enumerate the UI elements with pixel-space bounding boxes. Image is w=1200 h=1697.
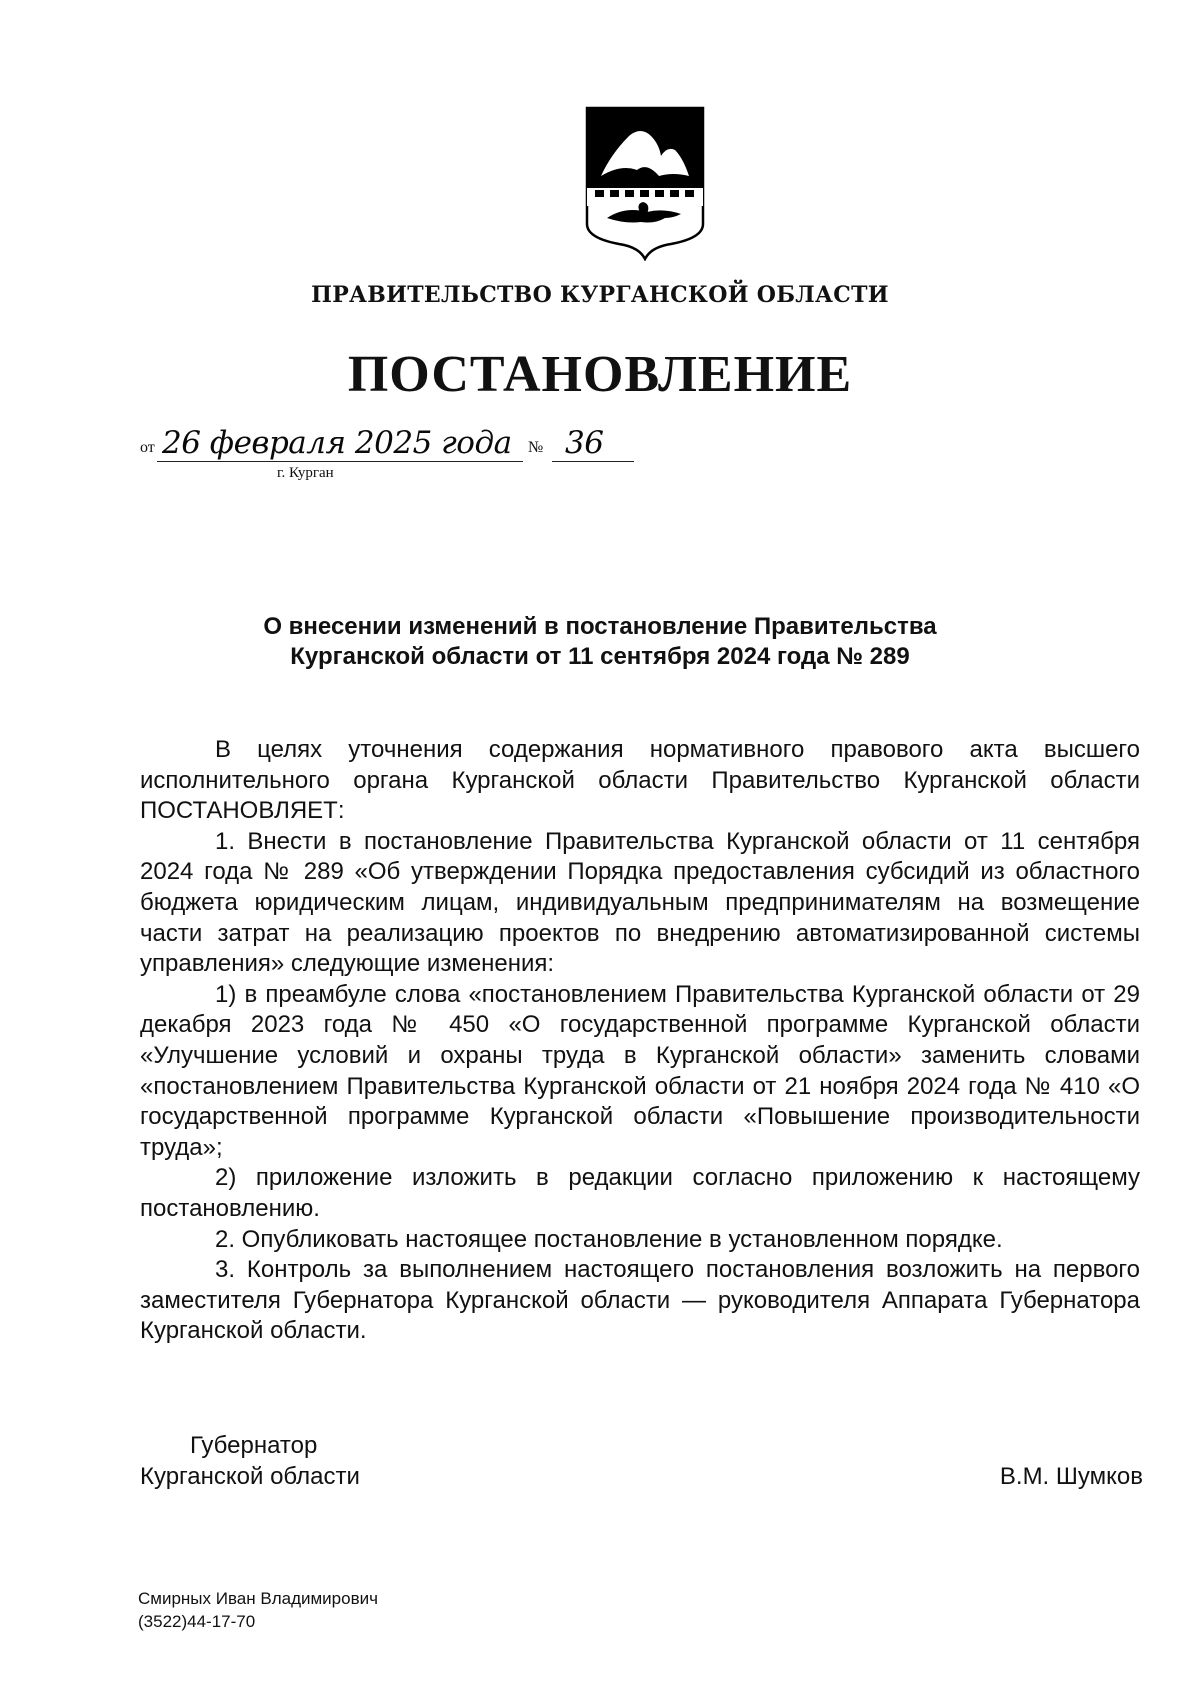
city-label: г. Курган bbox=[277, 465, 334, 481]
date-underline bbox=[157, 461, 523, 462]
signatory-title bbox=[140, 1430, 360, 1492]
body-paragraph: 1) в преамбуле слова «постановлением Правительства Курганской области от 29 декабря 2023 года № 450 «О государственной программе Курганской области «Улучшение условий и охраны труда в Курганской области» заменить словами «постановлением Правительства Курганской области от 21 ноября 2024 года № 410 «О государственной программе Курганской области «Повышение производительности труда»; bbox=[140, 980, 1140, 1161]
document-subject bbox=[100, 612, 1100, 672]
body-paragraph: В целях уточнения содержания нормативного правового акта высшего исполнительного органа Курганской области Правительство Курганской области ПОСТАНОВЛЯЕТ: bbox=[140, 736, 1140, 825]
signatory-title-line: Губернатор bbox=[190, 1432, 318, 1459]
body-paragraph: 2. Опубликовать настоящее постановление в установленном порядке. bbox=[215, 1225, 1003, 1253]
executor-name: Смирных Иван Владимирович bbox=[138, 1589, 378, 1608]
subject-line: О внесении изменений в постановление Правительства bbox=[263, 613, 937, 640]
subject-line: Курганской области от 11 сентября 2024 года № 289 bbox=[290, 643, 910, 670]
from-label: от bbox=[140, 439, 155, 456]
number-label: № bbox=[528, 439, 544, 456]
handwritten-number: 36 bbox=[565, 425, 604, 461]
handwritten-date: 26 февраля 2025 года bbox=[162, 425, 512, 461]
body-paragraph: 1. Внести в постановление Правительства Курганской области от 11 сентября 2024 года № 289 «Об утверждении Порядка предоставления субсидий из областного бюджета юридическим лицам, индивидуальным предпринимателям на возмещение части затрат на реализацию проектов по внедрению автоматизированной системы управления» следующие изменения: bbox=[140, 827, 1140, 978]
executor-info bbox=[138, 1587, 378, 1633]
document-body bbox=[140, 735, 1140, 1347]
coat-of-arms-emblem bbox=[585, 106, 705, 261]
date-number-block bbox=[140, 425, 660, 485]
document-type-title: ПОСТАНОВЛЕНИЕ bbox=[347, 346, 853, 403]
body-paragraph: 3. Контроль за выполнением настоящего постановления возложить на первого заместителя Губернатора Курганской области — руководителя Аппарата Губернатора Курганской области. bbox=[140, 1256, 1140, 1345]
signatory-name: В.М. Шумков bbox=[999, 1463, 1143, 1490]
government-name: ПРАВИТЕЛЬСТВО КУРГАНСКОЙ ОБЛАСТИ bbox=[311, 282, 889, 308]
executor-phone: (3522)44-17-70 bbox=[138, 1612, 256, 1631]
signatory-title-line: Курганской области bbox=[140, 1463, 360, 1490]
body-paragraph: 2) приложение изложить в редакции согласно приложению к настоящему постановлению. bbox=[140, 1164, 1140, 1222]
number-underline bbox=[552, 461, 634, 462]
